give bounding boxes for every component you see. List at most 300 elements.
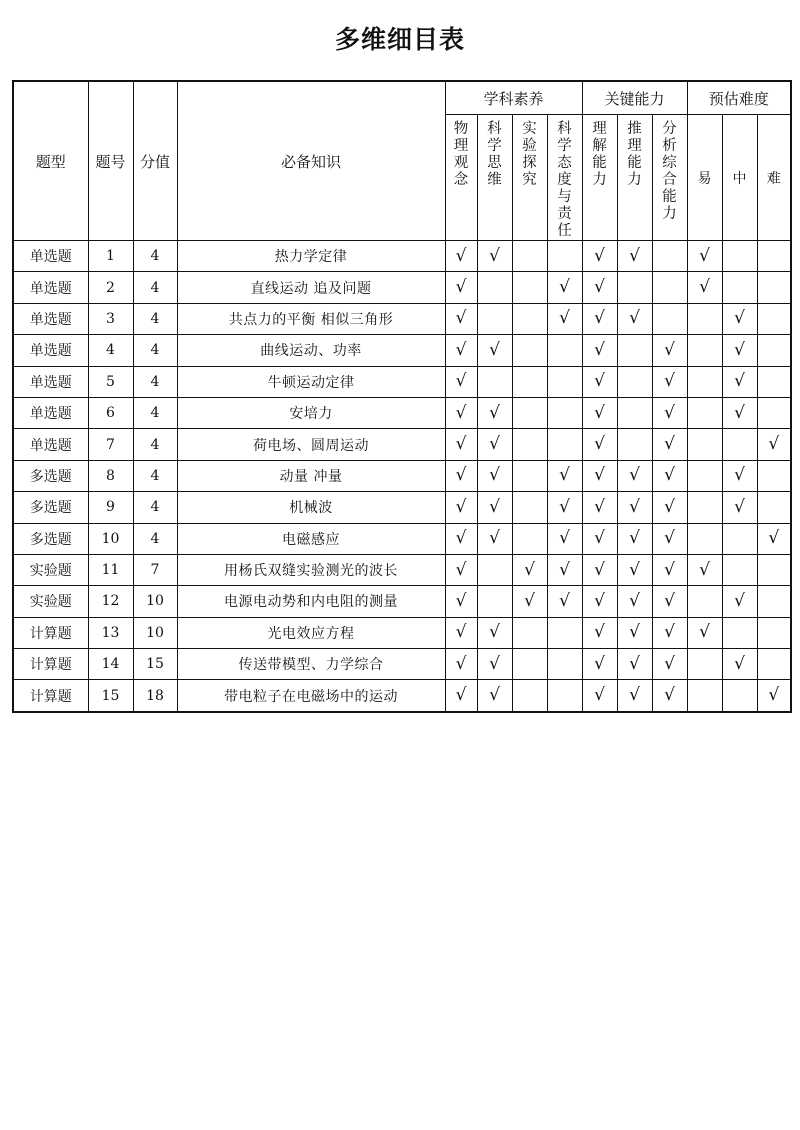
cell-mark xyxy=(512,680,547,712)
check-mark-icon: √ xyxy=(455,434,467,455)
cell-type: 多选题 xyxy=(13,523,88,554)
cell-score: 4 xyxy=(133,241,177,272)
check-mark-icon: √ xyxy=(455,528,467,549)
cell-number: 9 xyxy=(88,492,133,523)
header-sub-label: 分析综合能力 xyxy=(662,121,677,222)
cell-mark xyxy=(582,617,617,648)
cell-mark xyxy=(547,397,582,428)
check-mark-icon: √ xyxy=(629,622,640,643)
check-mark-icon: √ xyxy=(734,371,745,392)
cell-mark xyxy=(722,492,757,523)
check-mark-icon: √ xyxy=(489,434,500,455)
check-mark-icon: √ xyxy=(629,528,640,549)
check-mark-icon: √ xyxy=(455,653,467,674)
check-mark-icon: √ xyxy=(664,496,675,517)
cell-mark xyxy=(547,617,582,648)
header-ability-sub xyxy=(652,115,687,241)
cell-mark xyxy=(652,303,687,334)
cell-mark xyxy=(547,460,582,491)
check-mark-icon: √ xyxy=(594,277,605,298)
check-mark-icon: √ xyxy=(489,622,500,643)
cell-mark xyxy=(617,429,652,460)
header-difficulty-sub: 难 xyxy=(757,115,791,241)
cell-knowledge: 直线运动 追及问题 xyxy=(177,272,445,303)
cell-mark xyxy=(445,429,477,460)
check-mark-icon: √ xyxy=(559,559,570,580)
cell-mark xyxy=(582,366,617,397)
cell-mark xyxy=(477,649,512,680)
header-row-top xyxy=(13,81,791,115)
cell-mark xyxy=(652,429,687,460)
check-mark-icon: √ xyxy=(524,590,535,611)
check-mark-icon: √ xyxy=(594,434,605,455)
cell-mark xyxy=(652,397,687,428)
cell-mark xyxy=(445,335,477,366)
cell-score: 4 xyxy=(133,523,177,554)
cell-mark xyxy=(617,366,652,397)
cell-mark xyxy=(445,272,477,303)
cell-knowledge: 带电粒子在电磁场中的运动 xyxy=(177,680,445,712)
cell-mark xyxy=(547,241,582,272)
check-mark-icon: √ xyxy=(489,465,500,486)
cell-mark xyxy=(582,241,617,272)
cell-mark xyxy=(445,397,477,428)
cell-mark xyxy=(512,272,547,303)
cell-knowledge: 机械波 xyxy=(177,492,445,523)
check-mark-icon: √ xyxy=(489,402,500,423)
check-mark-icon: √ xyxy=(559,277,570,298)
cell-mark xyxy=(617,303,652,334)
check-mark-icon: √ xyxy=(489,245,500,266)
cell-mark xyxy=(445,649,477,680)
page-title: 多维细目表 xyxy=(334,25,465,54)
cell-type: 实验题 xyxy=(13,586,88,617)
cell-number: 3 xyxy=(88,303,133,334)
cell-type: 单选题 xyxy=(13,429,88,460)
table-row xyxy=(13,241,791,272)
cell-mark xyxy=(687,241,722,272)
cell-type: 单选题 xyxy=(13,366,88,397)
check-mark-icon: √ xyxy=(594,465,605,486)
cell-type: 单选题 xyxy=(13,272,88,303)
cell-score: 15 xyxy=(133,649,177,680)
cell-mark xyxy=(652,523,687,554)
cell-knowledge: 热力学定律 xyxy=(177,241,445,272)
check-mark-icon: √ xyxy=(455,308,467,329)
cell-number: 5 xyxy=(88,366,133,397)
cell-mark xyxy=(722,460,757,491)
check-mark-icon: √ xyxy=(594,308,605,329)
cell-mark xyxy=(547,492,582,523)
cell-mark xyxy=(477,397,512,428)
check-mark-icon: √ xyxy=(455,277,467,298)
cell-mark xyxy=(757,241,791,272)
cell-mark xyxy=(547,303,582,334)
cell-mark xyxy=(477,272,512,303)
cell-mark xyxy=(512,492,547,523)
cell-mark xyxy=(687,523,722,554)
cell-mark xyxy=(477,303,512,334)
check-mark-icon: √ xyxy=(734,402,745,423)
cell-mark xyxy=(547,523,582,554)
cell-knowledge: 动量 冲量 xyxy=(177,460,445,491)
cell-mark xyxy=(512,429,547,460)
table-row xyxy=(13,649,791,680)
cell-mark xyxy=(582,492,617,523)
header-ability: 关键能力 xyxy=(582,81,687,115)
check-mark-icon: √ xyxy=(455,465,467,486)
cell-mark xyxy=(722,335,757,366)
cell-mark xyxy=(757,523,791,554)
check-mark-icon: √ xyxy=(594,339,605,360)
cell-mark xyxy=(547,272,582,303)
check-mark-icon: √ xyxy=(489,685,500,706)
cell-mark xyxy=(617,272,652,303)
cell-mark xyxy=(687,397,722,428)
cell-mark xyxy=(757,460,791,491)
check-mark-icon: √ xyxy=(629,245,640,266)
cell-score: 4 xyxy=(133,272,177,303)
cell-mark xyxy=(582,460,617,491)
cell-mark xyxy=(582,397,617,428)
cell-mark xyxy=(722,272,757,303)
cell-mark xyxy=(652,586,687,617)
cell-mark xyxy=(547,554,582,585)
check-mark-icon: √ xyxy=(489,339,500,360)
cell-mark xyxy=(617,586,652,617)
cell-mark xyxy=(617,554,652,585)
table-row xyxy=(13,429,791,460)
table-row xyxy=(13,366,791,397)
cell-score: 4 xyxy=(133,397,177,428)
table-row xyxy=(13,554,791,585)
check-mark-icon: √ xyxy=(594,653,605,674)
cell-mark xyxy=(652,335,687,366)
cell-mark xyxy=(687,460,722,491)
cell-mark xyxy=(445,554,477,585)
cell-type: 多选题 xyxy=(13,460,88,491)
cell-mark xyxy=(722,366,757,397)
table-row xyxy=(13,617,791,648)
check-mark-icon: √ xyxy=(559,590,570,611)
cell-mark xyxy=(757,366,791,397)
cell-mark xyxy=(512,617,547,648)
cell-mark xyxy=(477,680,512,712)
cell-mark xyxy=(757,303,791,334)
cell-mark xyxy=(477,492,512,523)
cell-mark xyxy=(445,586,477,617)
cell-type: 实验题 xyxy=(13,554,88,585)
check-mark-icon: √ xyxy=(664,528,675,549)
table-row xyxy=(13,523,791,554)
header-literacy-sub xyxy=(445,115,477,241)
cell-knowledge: 传送带模型、力学综合 xyxy=(177,649,445,680)
cell-mark xyxy=(617,460,652,491)
cell-mark xyxy=(512,366,547,397)
header-difficulty: 预估难度 xyxy=(687,81,791,115)
cell-score: 4 xyxy=(133,303,177,334)
header-literacy: 学科素养 xyxy=(445,81,582,115)
check-mark-icon: √ xyxy=(664,434,675,455)
cell-number: 4 xyxy=(88,335,133,366)
cell-mark xyxy=(477,554,512,585)
cell-mark xyxy=(582,523,617,554)
cell-mark xyxy=(617,492,652,523)
cell-type: 计算题 xyxy=(13,680,88,712)
table-row xyxy=(13,335,791,366)
cell-type: 计算题 xyxy=(13,649,88,680)
header-sub-label: 理解能力 xyxy=(592,121,607,188)
cell-type: 单选题 xyxy=(13,241,88,272)
cell-mark xyxy=(512,523,547,554)
header-score: 分值 xyxy=(133,81,177,241)
cell-mark xyxy=(477,586,512,617)
check-mark-icon: √ xyxy=(594,371,605,392)
header-knowledge: 必备知识 xyxy=(177,81,445,241)
cell-knowledge: 用杨氏双缝实验测光的波长 xyxy=(177,554,445,585)
cell-mark xyxy=(582,680,617,712)
cell-score: 18 xyxy=(133,680,177,712)
cell-mark xyxy=(722,680,757,712)
check-mark-icon: √ xyxy=(489,528,500,549)
check-mark-icon: √ xyxy=(594,528,605,549)
cell-mark xyxy=(652,554,687,585)
check-mark-icon: √ xyxy=(559,465,570,486)
cell-mark xyxy=(547,649,582,680)
cell-mark xyxy=(652,617,687,648)
check-mark-icon: √ xyxy=(524,559,535,580)
cell-mark xyxy=(477,429,512,460)
cell-mark xyxy=(477,241,512,272)
check-mark-icon: √ xyxy=(594,559,605,580)
cell-score: 4 xyxy=(133,460,177,491)
cell-mark xyxy=(445,523,477,554)
header-sub-label: 科学态度与责任 xyxy=(557,121,572,239)
cell-mark xyxy=(652,680,687,712)
cell-number: 7 xyxy=(88,429,133,460)
cell-number: 8 xyxy=(88,460,133,491)
cell-mark xyxy=(477,335,512,366)
cell-mark xyxy=(757,649,791,680)
table-body xyxy=(13,241,791,712)
cell-mark xyxy=(445,617,477,648)
cell-mark xyxy=(652,492,687,523)
cell-mark xyxy=(582,649,617,680)
cell-mark xyxy=(582,303,617,334)
cell-mark xyxy=(722,649,757,680)
cell-knowledge: 牛顿运动定律 xyxy=(177,366,445,397)
check-mark-icon: √ xyxy=(455,339,467,360)
check-mark-icon: √ xyxy=(489,653,500,674)
cell-mark xyxy=(722,523,757,554)
cell-mark xyxy=(687,335,722,366)
header-difficulty-sub: 易 xyxy=(687,115,722,241)
cell-mark xyxy=(582,586,617,617)
cell-mark xyxy=(617,617,652,648)
check-mark-icon: √ xyxy=(594,622,605,643)
cell-mark xyxy=(512,554,547,585)
check-mark-icon: √ xyxy=(664,590,675,611)
cell-mark xyxy=(757,554,791,585)
check-mark-icon: √ xyxy=(734,653,745,674)
check-mark-icon: √ xyxy=(489,496,500,517)
cell-mark xyxy=(512,303,547,334)
cell-mark xyxy=(617,335,652,366)
check-mark-icon: √ xyxy=(594,590,605,611)
header-literacy-sub xyxy=(477,115,512,241)
check-mark-icon: √ xyxy=(594,245,605,266)
header-difficulty-sub: 中 xyxy=(722,115,757,241)
header-literacy-sub xyxy=(512,115,547,241)
cell-knowledge: 电磁感应 xyxy=(177,523,445,554)
check-mark-icon: √ xyxy=(455,622,467,643)
cell-number: 15 xyxy=(88,680,133,712)
check-mark-icon: √ xyxy=(664,371,675,392)
cell-mark xyxy=(547,429,582,460)
cell-type: 单选题 xyxy=(13,397,88,428)
cell-score: 4 xyxy=(133,429,177,460)
table-row xyxy=(13,586,791,617)
cell-mark xyxy=(722,241,757,272)
cell-mark xyxy=(477,460,512,491)
cell-mark xyxy=(582,554,617,585)
check-mark-icon: √ xyxy=(559,496,570,517)
cell-score: 10 xyxy=(133,586,177,617)
cell-mark xyxy=(512,586,547,617)
header-sub-label: 实验探究 xyxy=(522,121,537,188)
cell-score: 7 xyxy=(133,554,177,585)
check-mark-icon: √ xyxy=(699,622,710,643)
cell-mark xyxy=(757,429,791,460)
cell-mark xyxy=(757,680,791,712)
cell-knowledge: 光电效应方程 xyxy=(177,617,445,648)
cell-mark xyxy=(617,680,652,712)
cell-mark xyxy=(445,241,477,272)
check-mark-icon: √ xyxy=(455,245,467,266)
cell-mark xyxy=(445,366,477,397)
cell-mark xyxy=(445,492,477,523)
check-mark-icon: √ xyxy=(455,559,467,580)
table-row xyxy=(13,397,791,428)
cell-number: 13 xyxy=(88,617,133,648)
cell-mark xyxy=(757,335,791,366)
check-mark-icon: √ xyxy=(699,559,710,580)
cell-mark xyxy=(687,366,722,397)
check-mark-icon: √ xyxy=(664,465,675,486)
check-mark-icon: √ xyxy=(664,402,675,423)
cell-number: 12 xyxy=(88,586,133,617)
cell-mark xyxy=(652,366,687,397)
check-mark-icon: √ xyxy=(699,277,710,298)
check-mark-icon: √ xyxy=(664,622,675,643)
cell-number: 1 xyxy=(88,241,133,272)
check-mark-icon: √ xyxy=(664,339,675,360)
cell-mark xyxy=(687,617,722,648)
cell-mark xyxy=(547,366,582,397)
check-mark-icon: √ xyxy=(629,559,640,580)
header-number: 题号 xyxy=(88,81,133,241)
cell-mark xyxy=(512,335,547,366)
cell-mark xyxy=(445,680,477,712)
cell-mark xyxy=(757,492,791,523)
cell-mark xyxy=(582,272,617,303)
cell-knowledge: 荷电场、圆周运动 xyxy=(177,429,445,460)
cell-knowledge: 共点力的平衡 相似三角形 xyxy=(177,303,445,334)
check-mark-icon: √ xyxy=(594,402,605,423)
check-mark-icon: √ xyxy=(455,496,467,517)
cell-mark xyxy=(652,460,687,491)
header-type: 题型 xyxy=(13,81,88,241)
check-mark-icon: √ xyxy=(629,685,640,706)
cell-mark xyxy=(687,586,722,617)
header-ability-sub xyxy=(582,115,617,241)
check-mark-icon: √ xyxy=(629,308,640,329)
check-mark-icon: √ xyxy=(629,590,640,611)
cell-score: 4 xyxy=(133,366,177,397)
cell-mark xyxy=(477,617,512,648)
header-sub-label: 科学思维 xyxy=(487,121,502,188)
check-mark-icon: √ xyxy=(559,528,570,549)
cell-mark xyxy=(547,335,582,366)
cell-number: 14 xyxy=(88,649,133,680)
table-row xyxy=(13,492,791,523)
cell-type: 计算题 xyxy=(13,617,88,648)
cell-mark xyxy=(445,460,477,491)
check-mark-icon: √ xyxy=(559,308,570,329)
cell-mark xyxy=(547,586,582,617)
cell-mark xyxy=(512,397,547,428)
cell-mark xyxy=(757,397,791,428)
cell-type: 单选题 xyxy=(13,335,88,366)
check-mark-icon: √ xyxy=(455,590,467,611)
check-mark-icon: √ xyxy=(455,685,467,706)
cell-score: 4 xyxy=(133,492,177,523)
cell-mark xyxy=(477,366,512,397)
cell-mark xyxy=(757,272,791,303)
cell-mark xyxy=(477,523,512,554)
cell-mark xyxy=(582,335,617,366)
table-row xyxy=(13,680,791,712)
cell-score: 4 xyxy=(133,335,177,366)
cell-mark xyxy=(722,617,757,648)
cell-mark xyxy=(687,680,722,712)
cell-mark xyxy=(687,303,722,334)
check-mark-icon: √ xyxy=(629,496,640,517)
check-mark-icon: √ xyxy=(455,402,467,423)
cell-mark xyxy=(512,649,547,680)
cell-mark xyxy=(722,586,757,617)
check-mark-icon: √ xyxy=(594,496,605,517)
check-mark-icon: √ xyxy=(629,653,640,674)
check-mark-icon: √ xyxy=(699,245,710,266)
cell-type: 多选题 xyxy=(13,492,88,523)
check-mark-icon: √ xyxy=(734,339,745,360)
cell-mark xyxy=(582,429,617,460)
cell-mark xyxy=(652,241,687,272)
cell-mark xyxy=(687,429,722,460)
table-row xyxy=(13,460,791,491)
check-mark-icon: √ xyxy=(734,308,745,329)
cell-number: 11 xyxy=(88,554,133,585)
cell-mark xyxy=(687,554,722,585)
header-sub-label: 物理观念 xyxy=(453,121,469,188)
check-mark-icon: √ xyxy=(455,371,467,392)
cell-mark xyxy=(652,272,687,303)
check-mark-icon: √ xyxy=(768,528,780,549)
cell-mark xyxy=(512,460,547,491)
cell-mark xyxy=(617,523,652,554)
cell-number: 6 xyxy=(88,397,133,428)
